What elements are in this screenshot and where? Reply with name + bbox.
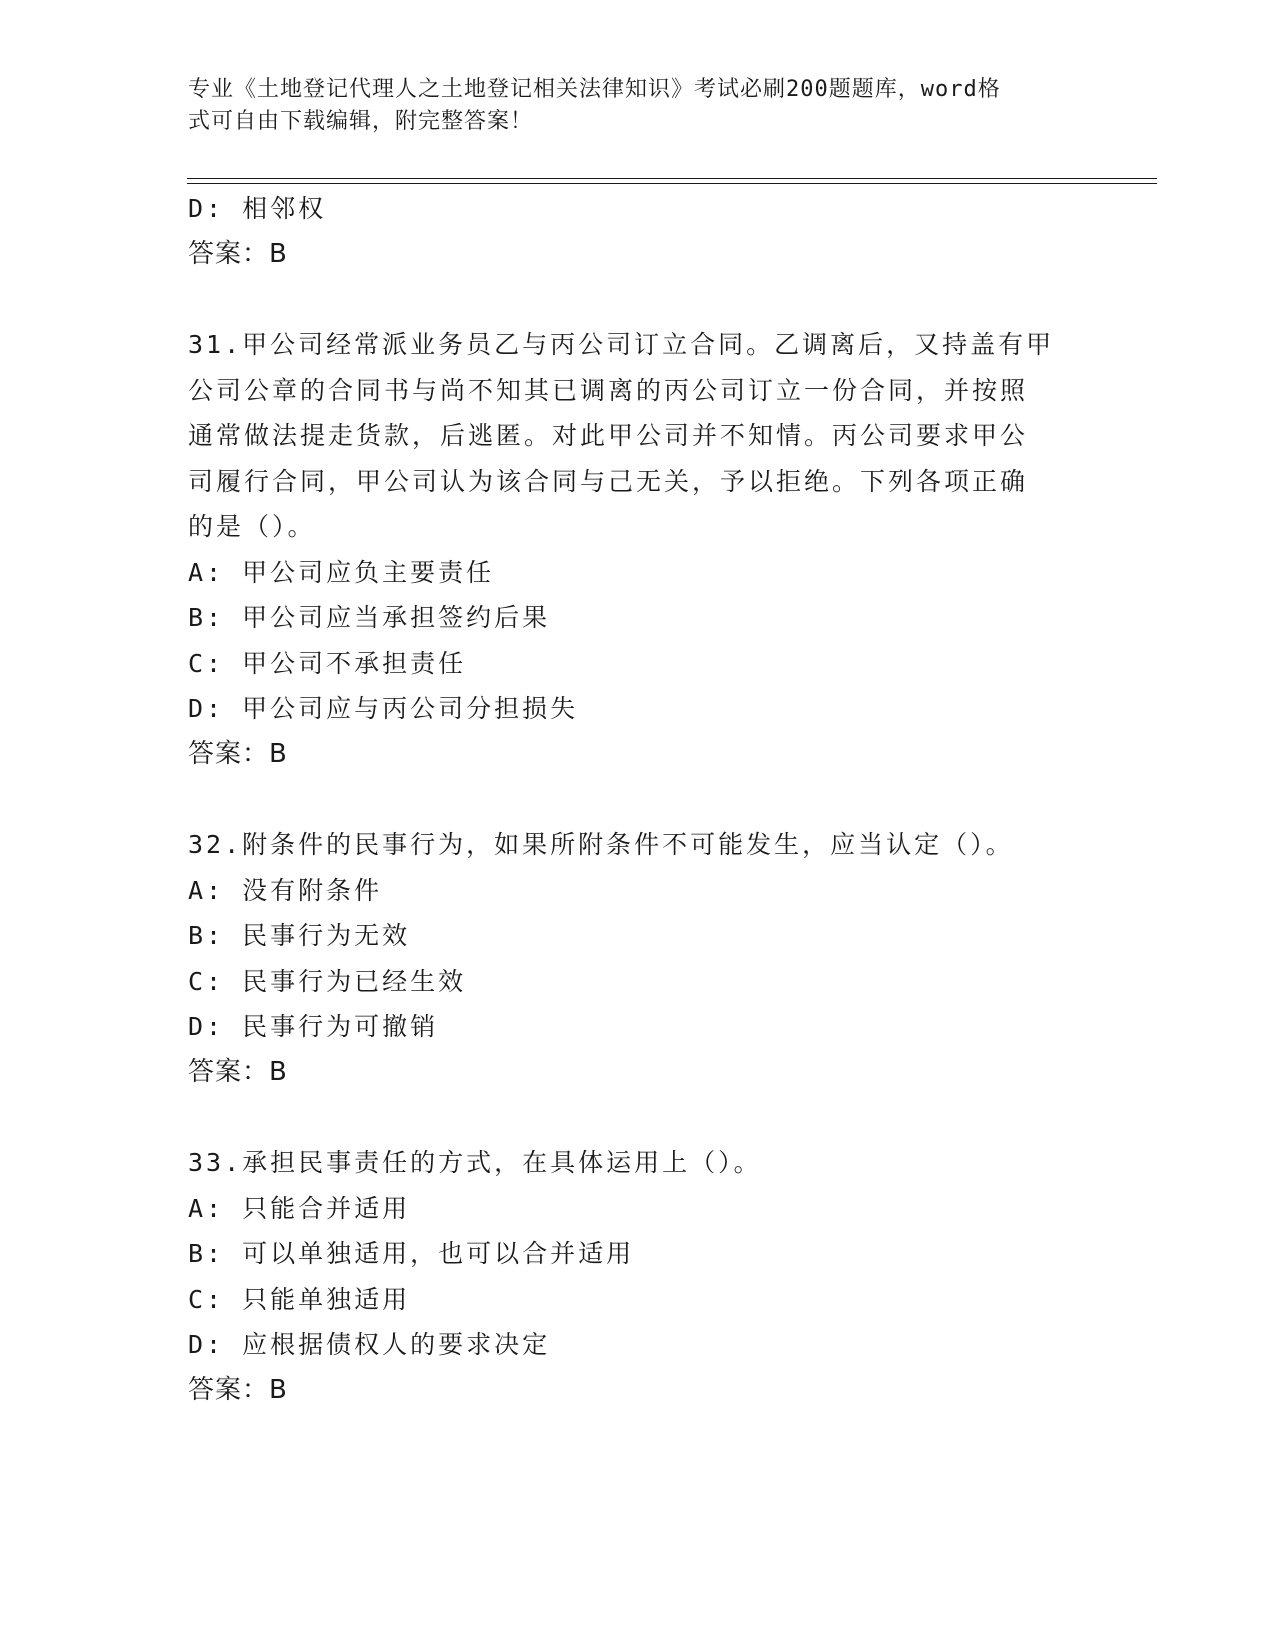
question-33 — [188, 1140, 1078, 1413]
spacer — [188, 277, 1078, 322]
option-a: A: 甲公司应负主要责任 — [188, 557, 495, 587]
previous-question-option-d: D: 相邻权 — [188, 194, 327, 223]
answer: 答案：B — [188, 1056, 288, 1087]
question-31 — [188, 322, 1078, 777]
document-body — [188, 186, 1078, 1413]
option-b: B: 可以单独适用，也可以合并适用 — [188, 1239, 635, 1268]
question-stem-line: 32.附条件的民事行为，如果所附条件不可能发生，应当认定（）。 — [188, 830, 1014, 859]
answer: 答案：B — [188, 1374, 288, 1405]
header-title-line-1: 专业《土地登记代理人之土地登记相关法律知识》考试必刷200题题库，word格 — [188, 77, 1001, 102]
option-b: B: 甲公司应当承担签约后果 — [188, 603, 551, 632]
question-stem-line: 公司公章的合同书与尚不知其已调离的丙公司订立一份合同，并按照 — [188, 375, 1029, 405]
header-rule-top — [187, 178, 1157, 179]
question-stem-line: 司履行合同，甲公司认为该合同与己无关，予以拒绝。下列各项正确 — [188, 466, 1029, 496]
option-c: C: 民事行为已经生效 — [188, 966, 467, 996]
option-c: C: 甲公司不承担责任 — [188, 648, 467, 678]
question-33-stem — [188, 1140, 1078, 1186]
question-stem-line: 31.甲公司经常派业务员乙与丙公司订立合同。乙调离后，又持盖有甲 — [188, 330, 1055, 359]
option-d: D: 应根据债权人的要求决定 — [188, 1330, 551, 1359]
answer: 答案：B — [188, 738, 288, 769]
question-stem-line: 通常做法提走货款，后逃匿。对此甲公司并不知情。丙公司要求甲公 — [188, 421, 1029, 450]
previous-question-answer: 答案：B — [188, 238, 288, 269]
question-32-stem — [188, 822, 1078, 868]
spacer — [188, 777, 1078, 822]
header-title-line-2: 式可自由下载编辑，附完整答案！ — [188, 109, 534, 134]
header-rule-bottom — [187, 183, 1157, 184]
option-a: A: 没有附条件 — [188, 875, 383, 905]
option-b: B: 民事行为无效 — [188, 921, 411, 950]
question-31-stem — [188, 322, 1078, 550]
option-d: D: 民事行为可撤销 — [188, 1012, 439, 1041]
document-header — [188, 74, 1068, 138]
option-c: C: 只能单独适用 — [188, 1284, 411, 1314]
option-a: A: 只能合并适用 — [188, 1193, 411, 1223]
question-stem-line: 的是（）。 — [188, 512, 316, 541]
question-32 — [188, 822, 1078, 1095]
question-stem-line: 33.承担民事责任的方式，在具体运用上（）。 — [188, 1148, 762, 1177]
option-d: D: 甲公司应与丙公司分担损失 — [188, 694, 579, 723]
spacer — [188, 1095, 1078, 1140]
